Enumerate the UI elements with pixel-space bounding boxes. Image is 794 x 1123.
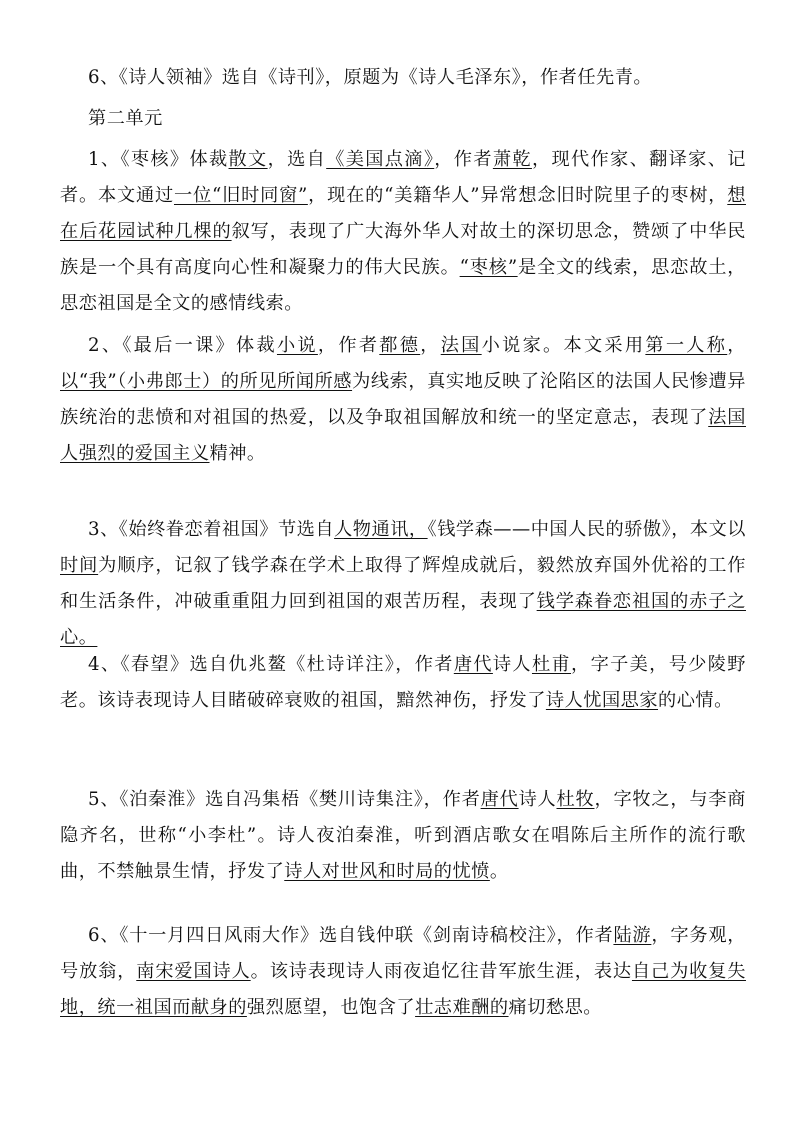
underlined-phrase: 杜甫: [531, 654, 572, 675]
underlined-phrase: 陆游: [613, 925, 652, 946]
underlined-phrase: 南宋爱国诗人: [136, 961, 251, 982]
underlined-phrase: 唐代: [480, 789, 519, 810]
underlined-phrase: 唐代: [453, 654, 493, 675]
text-run: 1、《枣核》体裁: [88, 149, 229, 170]
text-run: 6、《十一月四日风雨大作》选自钱仲联《剑南诗稿校注》，作者: [88, 925, 614, 946]
text-run: ，现在的“美籍华人”异常想念旧时院里子的枣树，: [307, 185, 728, 206]
text-run: ，作者: [434, 149, 493, 170]
text-run: ，选自: [267, 149, 327, 170]
text-run: 精神。: [209, 443, 266, 464]
underlined-phrase: 诗人忧国思家: [545, 690, 659, 711]
text-run: 3、《始终眷恋着祖国》节选自: [88, 519, 335, 540]
underlined-phrase: 壮志难酬的: [415, 997, 509, 1018]
underlined-phrase: 一位“旧时同窗”: [173, 185, 308, 206]
text-run: 5、《泊秦淮》选自冯集梧《樊川诗集注》，作者: [88, 789, 481, 810]
underlined-phrase: 以“我”（小弗郎士）的所见所闻所感: [60, 371, 353, 392]
text-run: ，字牧之，与李商隐齐名，世称“小李杜”。诗人夜泊秦淮，听到酒店歌女在唱陈后主所作的流行歌曲，不禁触景生情，抒发了: [60, 789, 746, 882]
paragraph-qian-xuesen: [60, 512, 746, 656]
paragraph-spring-view: [60, 647, 746, 719]
underlined-phrase: “枣核”: [459, 257, 518, 278]
paragraph-storm: [60, 918, 746, 1026]
text-run: 为顺序，记叙了钱学森在学术上取得了辉煌成就后，毅然放弃国外优裕的工作和生活条件，冲破重重阻力回到祖国的艰苦历程，表现了: [60, 555, 746, 612]
text-run: 。该诗表现诗人雨夜追忆往昔军旅生涯，表达: [250, 961, 632, 982]
underlined-phrase: 小说: [276, 335, 318, 356]
text-run: ，: [420, 335, 441, 356]
underlined-phrase: 《美国点滴》: [326, 149, 435, 170]
text-run: ，字子美，号少陵野老。该诗表现诗人目睹破碎衰败的祖国，黯然神伤，抒发了: [60, 654, 746, 711]
paragraph-jujube-pit: [60, 142, 746, 322]
underlined-phrase: 法国人强烈的爱国主义: [60, 407, 746, 464]
underlined-phrase: 人物通讯，: [334, 519, 428, 540]
unit-heading: [60, 101, 746, 137]
text-run: 诗人: [492, 654, 532, 675]
text-run: 2、《最后一课》体裁: [88, 335, 277, 356]
text-run: ，字务观，号放翁，: [60, 925, 746, 982]
text-run: 是全文的线索，思恋故土，思恋祖国是全文的感情线索。: [60, 257, 746, 314]
text-run: 。: [489, 861, 509, 882]
text-run: 叙写，表现了广大海外华人对故土的深切思念，赞颂了中华民族是一个具有高度向心性和凝聚力的伟大民族。: [60, 221, 746, 278]
underlined-phrase: 自己为收复失地，统一祖国而献身的: [60, 961, 746, 1018]
underlined-phrase: 想在后花园试种几棵的: [60, 185, 746, 242]
paragraph-last-lesson: [60, 328, 746, 472]
text-run: 第二单元: [88, 108, 163, 129]
underlined-phrase: 散文: [228, 149, 268, 170]
underlined-phrase: 法国: [440, 335, 482, 356]
underlined-phrase: 都德: [379, 335, 421, 356]
underlined-phrase: 萧乾: [492, 149, 532, 170]
text-run: 为线索，真实地反映了沦陷区的法国人民惨遭异族统治的悲愤和对祖国的热爱，以及争取祖国解放和统一的坚定意志，表现了: [60, 371, 746, 428]
underlined-phrase: 第一人称: [645, 335, 728, 356]
text-run: 《钱学森——中国人民的骄傲》，本文以: [427, 519, 746, 540]
underlined-phrase: 杜牧: [556, 789, 595, 810]
underlined-phrase: 时间: [60, 555, 99, 576]
text-run: 强烈愿望，也饱含了: [246, 997, 416, 1018]
text-run: ，现代作家、翻译家、记者。本文通过: [60, 149, 746, 206]
underlined-phrase: 诗人对世风和时局的忧愤: [284, 861, 490, 882]
text-run: ，: [727, 335, 746, 356]
underlined-phrase: 钱学森眷恋祖国的赤子之心。: [60, 591, 746, 648]
paragraph-qinhuai: [60, 782, 746, 890]
text-run: 4、《春望》选自仇兆鳌《杜诗详注》，作者: [88, 654, 454, 675]
text-run: 痛切愁思。: [508, 997, 602, 1018]
text-run: ，作者: [317, 335, 380, 356]
text-run: 小说家。本文采用: [481, 335, 646, 356]
paragraph-poet-leader: [60, 60, 746, 96]
text-run: 诗人: [518, 789, 557, 810]
text-run: 的心情。: [658, 690, 733, 711]
text-run: 6、《诗人领袖》选自《诗刊》，原题为《诗人毛泽东》，作者任先青。: [88, 67, 653, 88]
